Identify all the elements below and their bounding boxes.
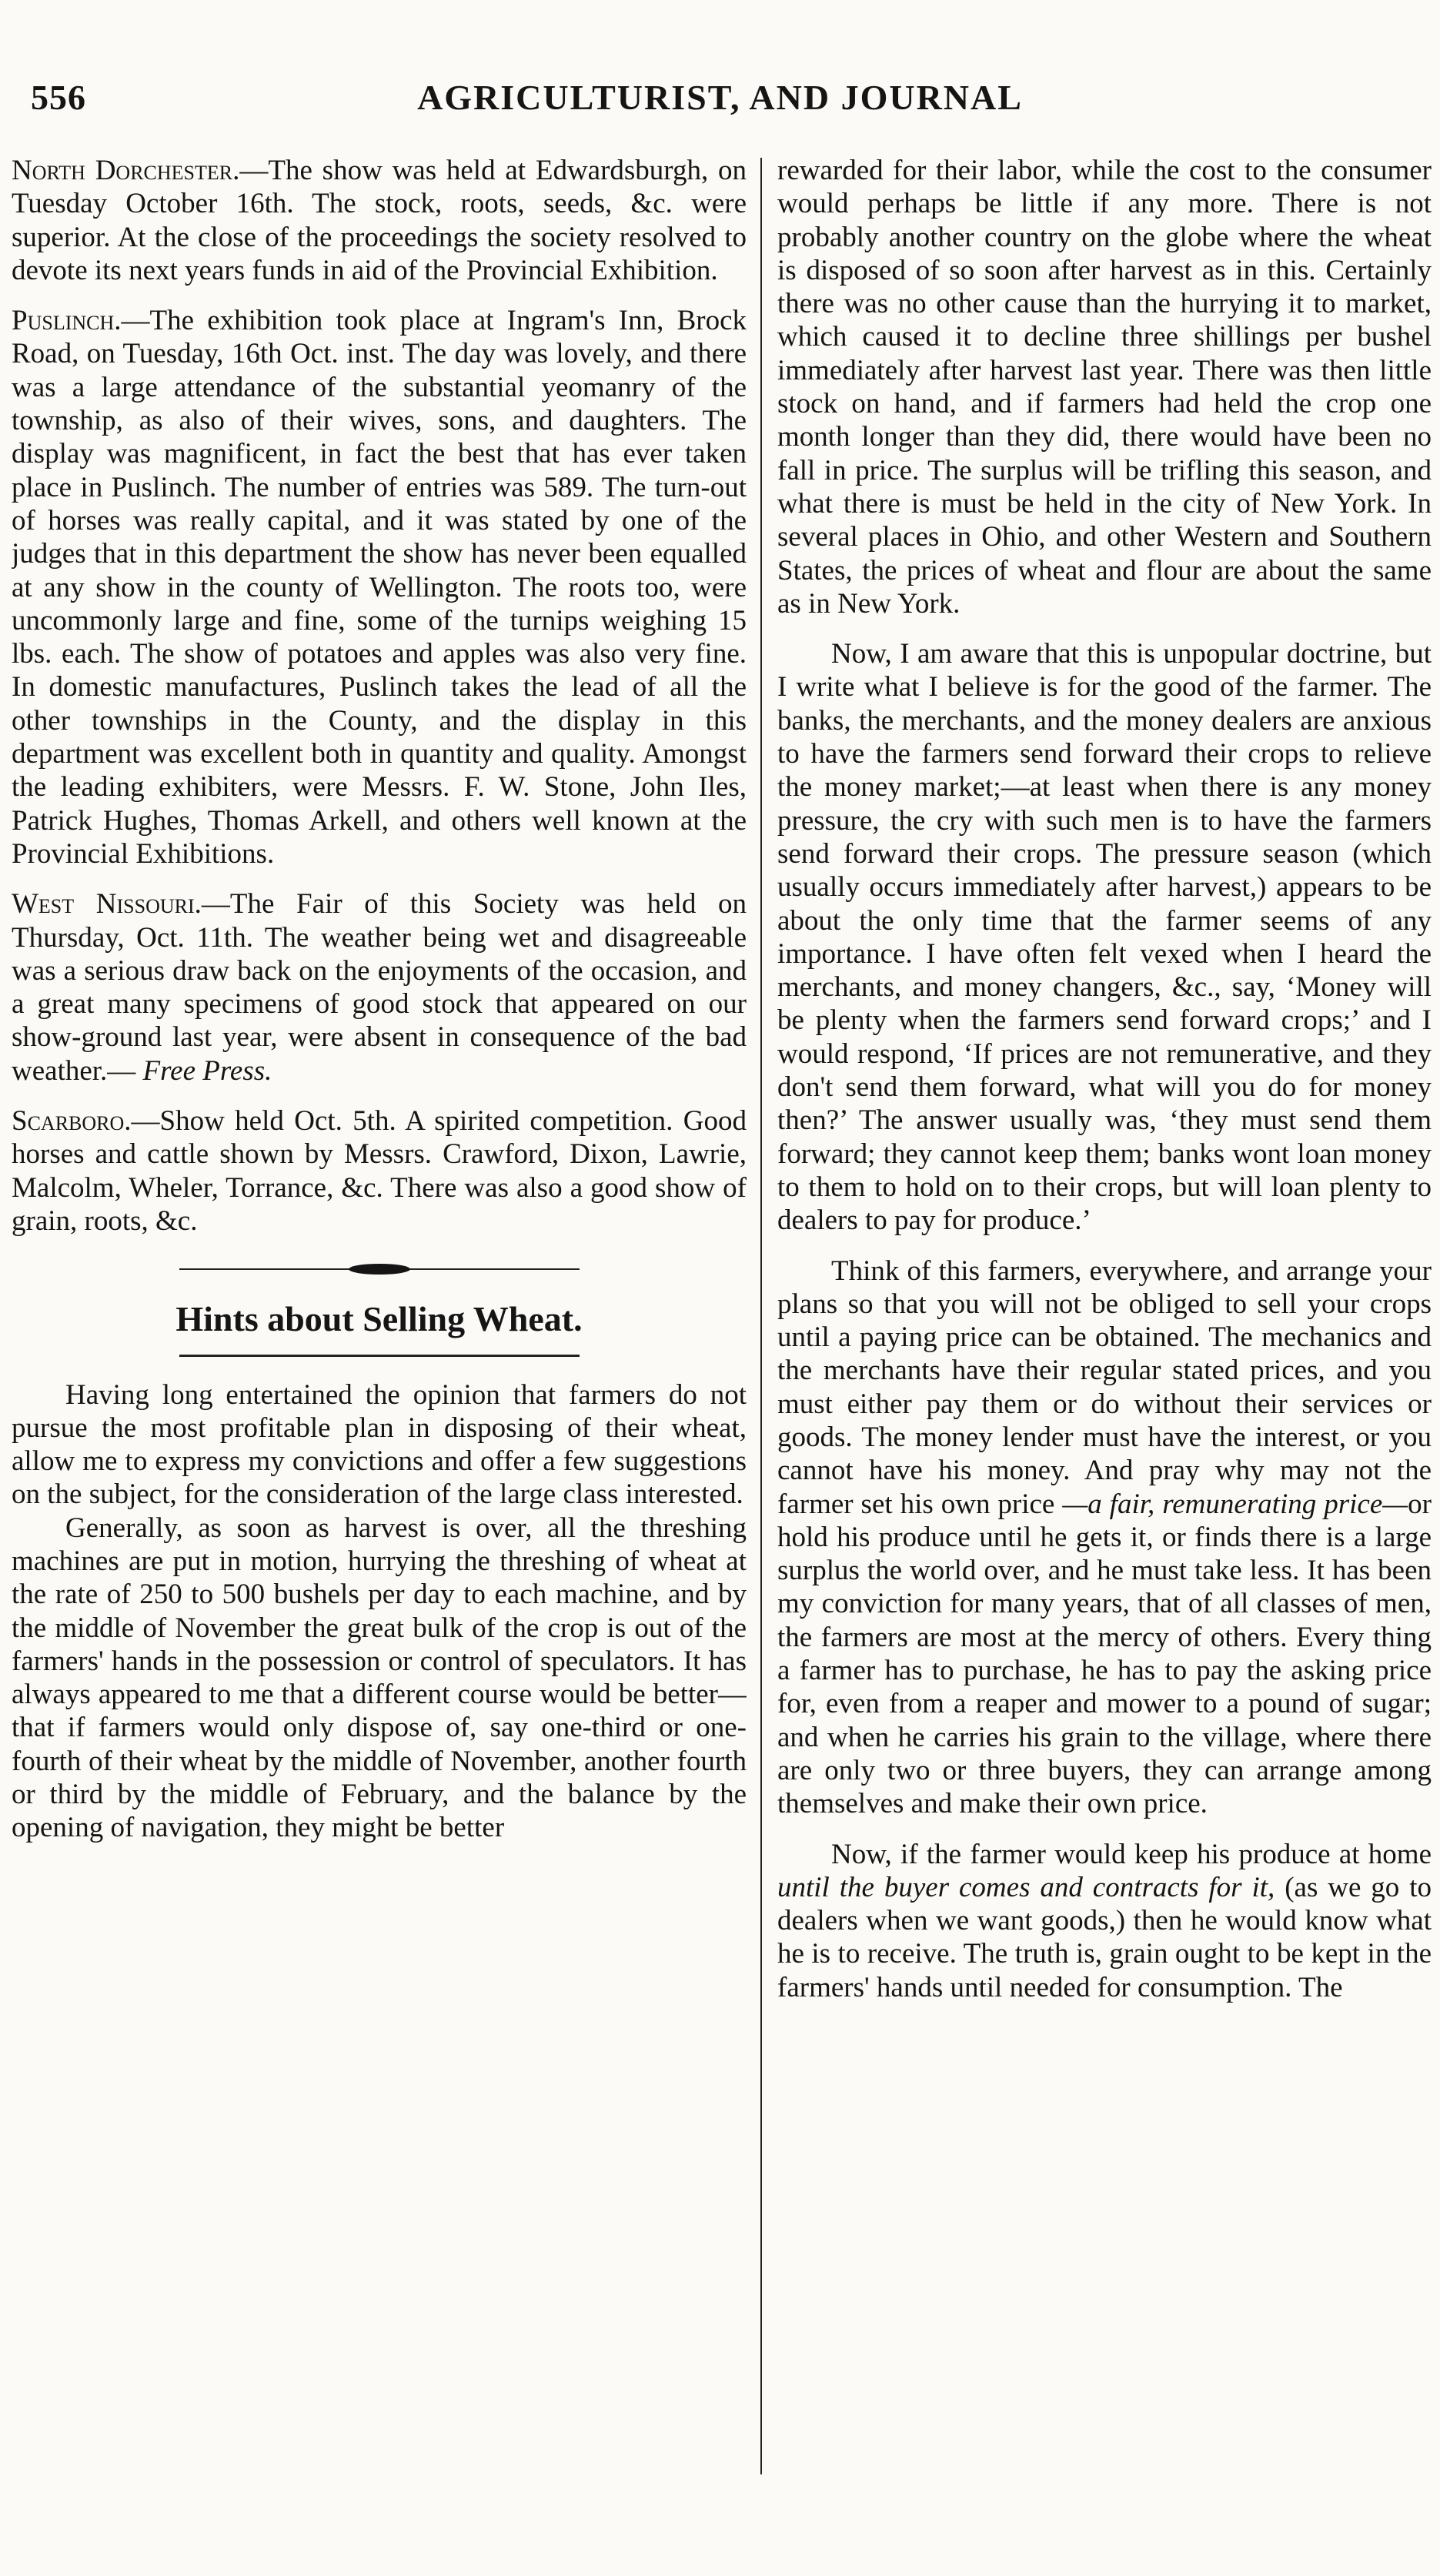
report-scarboro (12, 1104, 747, 1238)
article-paragraph: Now, I am aware that this is unpopular doctrine, but I write what I believe is for the good of the farmer. The banks, the merchants, and the money dealers are anxious to have the farmers send forward their crops to relieve the money market;—at least when there is any money pressure, the cry with such men is to have the farmers send forward their crops. The pressure season (which usually occurs immediately after harvest,) appears to be about the only time that the farmer seems of any importance. I have often felt vexed when I heard the merchants, and money changers, &c., say, ‘Money will be plenty when the farmers send forward crops;’ and I would respond, ‘If prices are not remunerative, and they don't send them forward, what will you do for money then?’ The answer usually was, ‘they must send them forward; they cannot keep them; banks wont loan money to them to hold on to their crops, but will loan plenty to dealers to pay for produce.’ (777, 638, 1432, 1237)
divider-ornament (349, 1264, 410, 1275)
article-title: Hints about Selling Wheat. (175, 1299, 583, 1339)
report-heading: West Nissouri. (12, 888, 202, 920)
report-text: —The Fair of this Society was held on Thursday, Oct. 11th. The weather being wet and disagreeable was a serious draw back on the enjoyments of the occasion, and a great many specimens of good stock that appeared on our show-ground last year, were absent in consequence of the bad weather.— (12, 888, 747, 1087)
report-puslinch (12, 304, 747, 870)
page-number: 556 (31, 78, 86, 117)
left-column (12, 154, 747, 2530)
article-paragraph: rewarded for their labor, while the cost to the consumer would perhaps be little if any more. There is not probably another country on the globe where the wheat is disposed of so soon after harvest as in this. Certainly there was no other cause than the hurrying it to market, which caused it to decline three shillings per bushel immediately after harvest last year. There was then little stock on hand, and if farmers had held the crop one month longer than they did, there would have been no fall in price. The surplus will be trifling this season, and what there is must be held in the city of New York. In several places in Ohio, and other Western and Southern States, the prices of wheat and flour are about the same as in New York. (777, 155, 1432, 620)
ornamental-divider (179, 1264, 580, 1275)
column-rule (760, 158, 762, 2474)
paragraph-text: or hold his produce until he gets it, or finds there is a large surplus the world over, and he must take less. It has been my conviction for many years, that of all classes of men, the farmers are most at the mercy of others. Every thing a farmer has to purchase, he has to pay the asking price for, even from a reaper and mower to a pound of sugar; and when he carries his grain to the village, where there are only two or three buyers, they can arrange among themselves and make their own price. (777, 1488, 1432, 1820)
report-text: —Show held Oct. 5th. A spirited competition. Good horses and cattle shown by Messrs. Crawford, Dixon, Lawrie, Malcolm, Wheler, Torrance, &c. There was also a good show of grain, roots, &c. (12, 1105, 747, 1237)
paragraph-text: Now, if the farmer would keep his produce at home (831, 1838, 1432, 1870)
report-source: Free Press. (142, 1054, 272, 1087)
report-heading: Puslinch. (12, 305, 122, 337)
report-heading: North Dorchester. (12, 155, 240, 186)
paragraph-text: (as we go to dealers when we want goods,) then he would know what he is to receive. The truth is, grain ought to be kept in the farmers' hands until needed for consumption. The (777, 1871, 1432, 2003)
report-heading: Scarboro. (12, 1105, 132, 1138)
report-west-nissouri (12, 887, 747, 1088)
title-rule (179, 1355, 580, 1357)
emphasis-text: —a fair, remunerating price— (1062, 1488, 1408, 1520)
article-paragraph (777, 1255, 1432, 1821)
article-paragraph (777, 1838, 1432, 2004)
report-text: —The show was held at Edwardsburgh, on Tuesday October 16th. The stock, roots, seeds, &c. were superior. At the close of the proceedings the society resolved to devote its next years funds in aid of the Provincial Exhibition. (12, 155, 747, 286)
article-paragraph: Having long entertained the opinion that farmers do not pursue the most profitable plan in disposing of their wheat, allow me to express my convictions and offer a few suggestions on the subject, for the consideration of the large class interested. (12, 1378, 747, 1511)
report-north-dorchester (12, 154, 747, 287)
emphasis-text: until the buyer comes and contracts for it, (777, 1871, 1275, 1903)
running-head: AGRICULTURIST, AND JOURNAL (417, 78, 1023, 117)
right-column (777, 154, 1432, 2530)
paragraph-text: Think of this farmers, everywhere, and arrange your plans so that you will not be obliged to sell your crops until a paying price can be obtained. The mechanics and the merchants have their regular stated prices, and you must either pay them or do without their services or goods. The money lender must have the interest, or you cannot have his money. And pray why may not the farmer set his own price (777, 1255, 1432, 1520)
article-paragraph: Generally, as soon as harvest is over, all the threshing machines are put in motion, hurrying the threshing of wheat at the rate of 250 to 500 bushels per day to each machine, and by the middle of November the great bulk of the crop is out of the farmers' hands in the possession or control of speculators. It has always appeared to me that a different course would be better—that if farmers would only dispose of, say one-third or one-fourth of their wheat by the middle of November, another fourth or third by the middle of February, and the balance by the opening of navigation, they might be better (12, 1512, 747, 1844)
report-text: —The exhibition took place at Ingram's Inn, Brock Road, on Tuesday, 16th Oct. inst. The day was lovely, and there was a large attendance of the substantial yeomanry of the township, as also of their wives, sons, and daughters. The display was magnificent, in fact the best that has ever taken place in Puslinch. The number of entries was 589. The turn-out of horses was really capital, and it was stated by one of the judges that in this department the show has never been equalled at any show in the county of Wellington. The roots too, were uncommonly large and fine, some of the turnips weighing 15 lbs. each. The show of potatoes and apples was also very fine. In domestic manufactures, Puslinch takes the lead of all the other townships in the County, and the display in this department was excellent both in quantity and quality. Amongst the leading exhibiters, were Messrs. F. W. Stone, John Iles, Patrick Hughes, Thomas Arkell, and others well known at the Provincial Exhibitions. (12, 305, 747, 870)
